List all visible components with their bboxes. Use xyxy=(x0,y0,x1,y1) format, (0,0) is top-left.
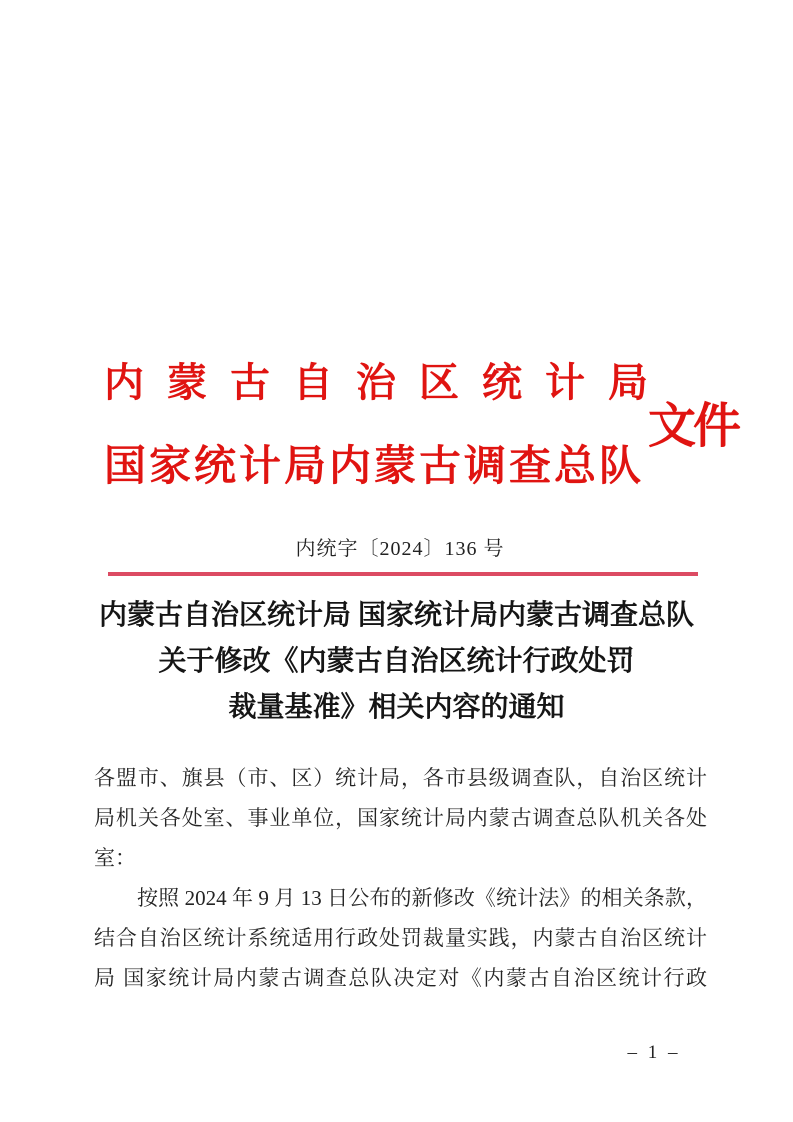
body-line-addressees-2: 局机关各处室、事业单位，国家统计局内蒙古调查总队机关各处 xyxy=(94,806,707,830)
notice-body xyxy=(94,758,707,998)
notice-title-line-1: 内蒙古自治区统计局 国家统计局内蒙古调查总队 xyxy=(98,600,694,631)
notice-title-line-3: 裁量基准》相关内容的通知 xyxy=(228,692,565,723)
red-divider-line xyxy=(108,572,698,576)
letterhead-doc-type-label: 文件 xyxy=(648,400,739,453)
body-line-addressees-1: 各盟市、旗县（市、区）统计局，各市县级调查队，自治区统计 xyxy=(94,766,707,790)
letterhead-agency-line-1: 内蒙古自治区统计局 xyxy=(104,360,671,405)
page-number: – 1 – xyxy=(627,1042,681,1063)
body-line-paragraph-2: 结合自治区统计系统适用行政处罚裁量实践，内蒙古自治区统计 xyxy=(94,926,707,950)
document-number: 内统字〔2024〕136 号 xyxy=(295,538,505,560)
notice-title-line-2: 关于修改《内蒙古自治区统计行政处罚 xyxy=(158,646,635,677)
notice-title xyxy=(74,593,719,731)
body-line-paragraph-3: 局 国家统计局内蒙古调查总队决定对《内蒙古自治区统计行政 xyxy=(94,966,707,990)
letterhead-agency-line-2: 国家统计局内蒙古调查总队 xyxy=(104,444,645,490)
body-line-paragraph-1: 按照 2024 年 9 月 13 日公布的新修改《统计法》的相关条款， xyxy=(137,886,707,910)
body-line-addressees-3: 室： xyxy=(94,846,136,870)
